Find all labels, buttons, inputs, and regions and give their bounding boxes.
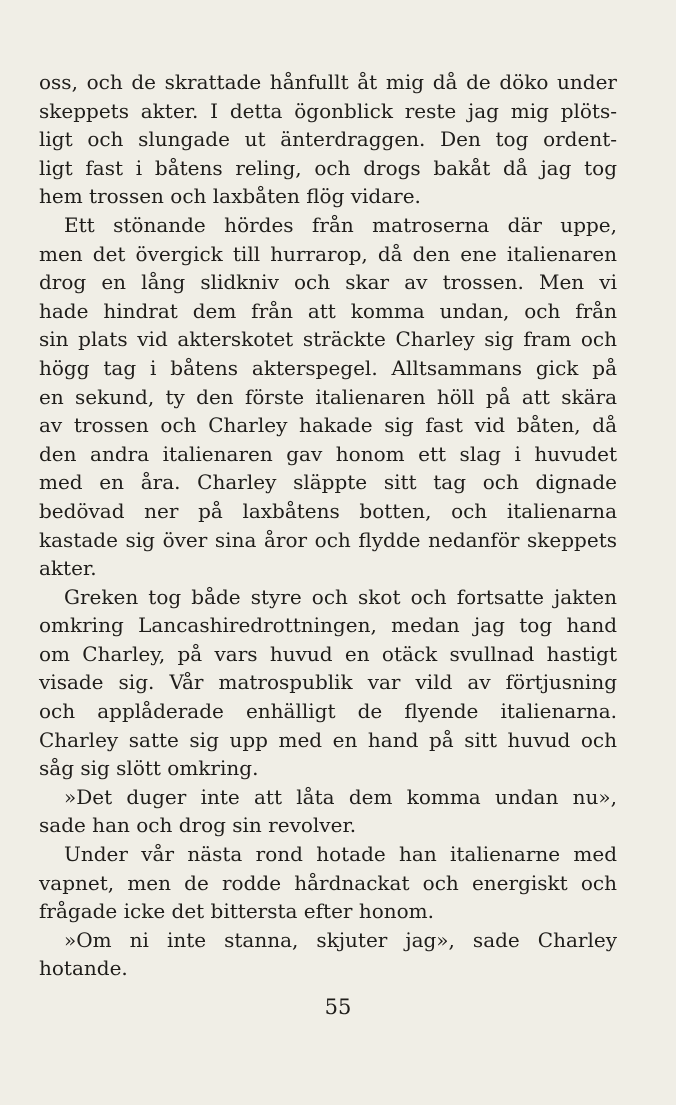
text-line: hem trossen och laxbåten flög vidare. (39, 184, 421, 209)
text-line: »Det duger inte att låta dem komma undan nu», (64, 784, 617, 809)
text-line: Under vår nästa rond hotade han italienarne med (64, 842, 617, 867)
text-line: Charley satte sig upp med en hand på sitt huvud och (39, 727, 617, 752)
text-line: skeppets akter. I detta ögonblick reste jag mig plöts- (39, 98, 617, 123)
text-line: drog en lång slidkniv och skar av trossen. Men vi (39, 270, 617, 295)
text-line: högg tag i båtens akterspegel. Alltsammans gick på (39, 355, 617, 380)
text-line: visade sig. Vår matrospublik var vild av förtjusning (39, 670, 617, 695)
text-line: bedövad ner på laxbåtens botten, och italienarna (39, 498, 617, 523)
text-line: Greken tog både styre och skot och fortsatte jakten (64, 584, 617, 609)
text-line: hade hindrat dem från att komma undan, och från (39, 298, 617, 323)
text-line: såg sig slött omkring. (39, 756, 259, 781)
body-text (39, 68, 617, 983)
text-line: den andra italienaren gav honom ett slag i huvudet (39, 441, 617, 466)
text-line: en sekund, ty den förste italienaren höll på att skära (39, 384, 617, 409)
text-line: vapnet, men de rodde hårdnackat och energiskt och (39, 870, 617, 895)
text-line: och applåderade enhälligt de flyende italienarna. (39, 699, 617, 724)
text-line: ligt fast i båtens reling, och drogs bakåt då jag tog (39, 155, 617, 180)
text-line: »Om ni inte stanna, skjuter jag», sade Charley (64, 927, 617, 952)
text-line: hotande. (39, 956, 128, 981)
text-line: frågade icke det bittersta efter honom. (39, 899, 434, 924)
text-line: om Charley, på vars huvud en otäck svullnad hastigt (39, 641, 617, 666)
text-line: akter. (39, 556, 97, 581)
text-line: sade han och drog sin revolver. (39, 813, 357, 838)
text-line: av trossen och Charley hakade sig fast vid båten, då (39, 413, 617, 438)
text-line: Ett stönande hördes från matroserna där uppe, (64, 212, 617, 237)
text-line: sin plats vid akterskotet sträckte Charley sig fram och (39, 327, 617, 352)
text-line: ligt och slungade ut änterdraggen. Den tog ordent- (39, 127, 617, 152)
text-line: med en åra. Charley släppte sitt tag och dignade (39, 470, 617, 495)
page-number: 55 (324, 995, 352, 1019)
text-line: omkring Lancashiredrottningen, medan jag tog hand (39, 613, 617, 638)
text-line: oss, och de skrattade hånfullt åt mig då de döko under (39, 70, 617, 94)
text-line: kastade sig över sina åror och flydde nedanför skeppets (39, 527, 617, 552)
text-line: men det övergick till hurrarop, då den ene italienaren (39, 241, 617, 266)
